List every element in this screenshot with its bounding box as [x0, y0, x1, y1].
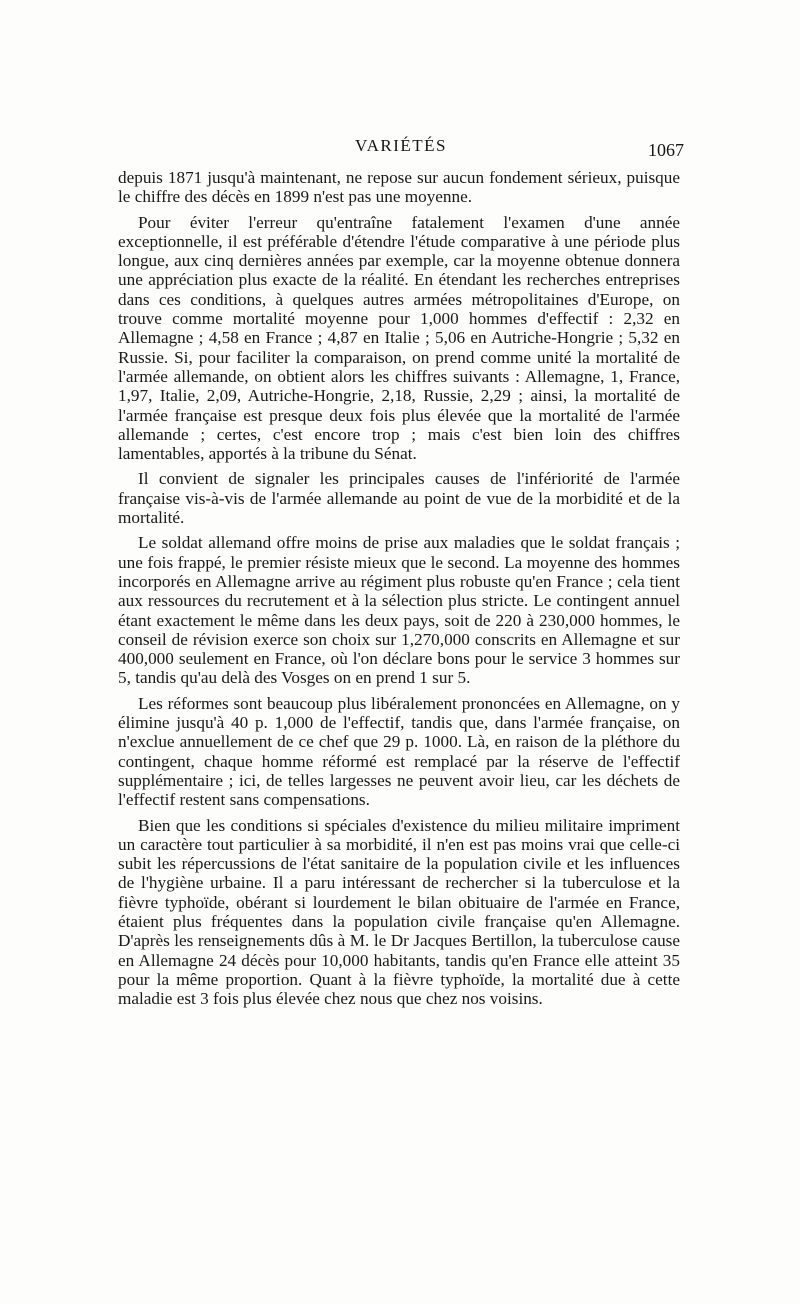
- paragraph: Le soldat allemand offre moins de prise aux maladies que le soldat français ; une fois frappé, le premier résiste mieux que le second. La moyenne des hommes incorporés en Allemagne arrive au régiment plus robuste qu'en France ; cela tient aux ressources du recrutement et à la sélection plus stricte. Le contingent annuel étant exactement le même dans les deux pays, soit de 220 à 230,000 hommes, le conseil de révision exerce son choix sur 1,270,000 conscrits en Allemagne et sur 400,000 seulement en France, où l'on déclare bons pour le service 3 hommes sur 5, tandis qu'au delà des Vosges on en prend 1 sur 5.: [118, 533, 680, 688]
- paragraph: Il convient de signaler les principales causes de l'infériorité de l'armée française vis-à-vis de l'armée allemande au point de vue de la morbidité et de la mortalité.: [118, 469, 680, 528]
- paragraph: Bien que les conditions si spéciales d'existence du milieu militaire impriment un caractère tout particulier à sa morbidité, il n'en est pas moins vrai que celle-ci subit les répercussions de l'état sanitaire de la population civile et les influences de l'hygiène urbaine. Il a paru intéressant de rechercher si la tuberculose et la fièvre typhoïde, obérant si lourdement le bilan obituaire de l'armée en France, étaient plus fréquentes dans la population civile française qu'en Allemagne. D'après les renseignements dûs à M. le Dr Jacques Bertillon, la tuberculose cause en Allemagne 24 décès pour 10,000 habitants, tandis qu'en France elle atteint 35 pour la même proportion. Quant à la fièvre typhoïde, la mortalité due à cette maladie est 3 fois plus élevée chez nous que chez nos voisins.: [118, 815, 680, 1009]
- paragraph: Pour éviter l'erreur qu'entraîne fatalement l'examen d'une année exceptionnelle, il est préférable d'étendre l'étude comparative à une période plus longue, aux cinq dernières années par exemple, car la moyenne obtenue donnera une appréciation plus exacte de la réalité. En étendant les recherches entreprises dans ces conditions, à quelques autres armées métropolitaines d'Europe, on trouve comme mortalité moyenne pour 1,000 hommes d'effectif : 2,32 en Allemagne ; 4,58 en France ; 4,87 en Italie ; 5,06 en Autriche-Hongrie ; 5,32 en Russie. Si, pour faciliter la comparaison, on prend comme unité la mortalité de l'armée allemande, on obtient alors les chiffres suivants : Allemagne, 1, France, 1,97, Italie, 2,09, Autriche-Hongrie, 2,18, Russie, 2,29 ; ainsi, la mortalité de l'armée française est presque deux fois plus élevée que la mortalité de l'armée allemande ; certes, c'est encore trop ; mais c'est bien loin des chiffres lamentables, apportés à la tribune du Sénat.: [118, 212, 680, 464]
- body-text: [118, 168, 680, 1014]
- paragraph: Les réformes sont beaucoup plus libéralement prononcées en Allemagne, on y élimine jusqu'à 40 p. 1,000 de l'effectif, tandis que, dans l'armée française, on n'exclue annuellement de ce chef que 29 p. 1000. Là, en raison de la pléthore du contingent, chaque homme réformé est remplacé par la réserve de l'effectif supplémentaire ; ici, de telles largesses ne peuvent avoir lieu, car les déchets de l'effectif restent sans compensations.: [118, 693, 680, 810]
- page-number: 1067: [648, 140, 684, 160]
- paragraph: depuis 1871 jusqu'à maintenant, ne repose sur aucun fondement sérieux, puisque le chiffre des décès en 1899 n'est pas une moyenne.: [118, 168, 680, 207]
- page-header: [118, 136, 684, 164]
- running-head: VARIÉTÉS: [355, 136, 447, 155]
